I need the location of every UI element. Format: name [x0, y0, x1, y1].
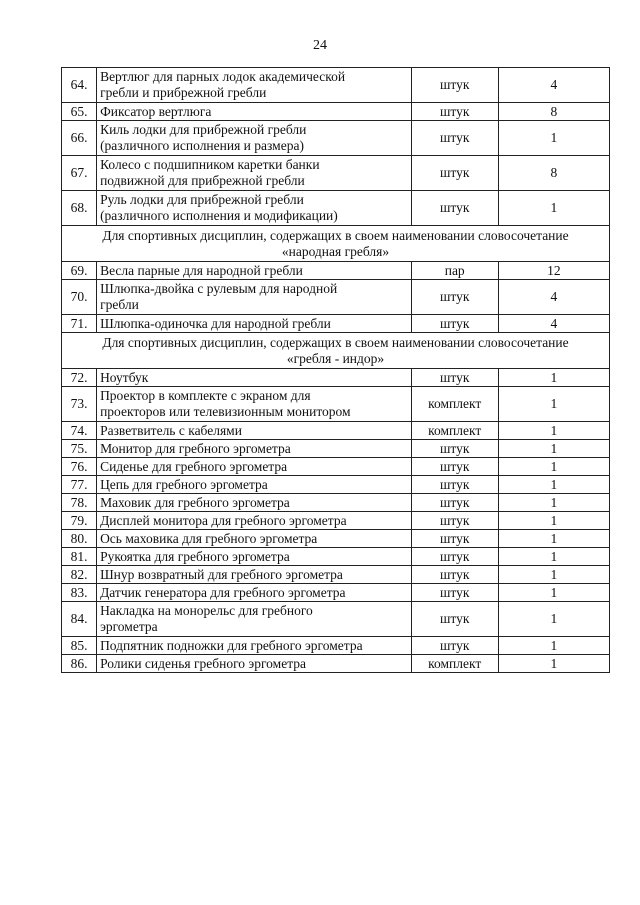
- section-header-line: «народная гребля»: [281, 243, 390, 259]
- quantity: 1: [498, 191, 609, 226]
- unit-of-measure: комплект: [411, 422, 498, 440]
- row-number: 80.: [62, 530, 97, 548]
- table-row: [62, 602, 610, 637]
- item-name-line: Весла парные для народной гребли: [100, 262, 303, 278]
- item-name-line: гребли и прибрежной гребли: [100, 85, 267, 100]
- quantity: 1: [498, 655, 609, 673]
- item-name-line: подвижной для прибрежной гребли: [100, 173, 305, 188]
- row-number: 79.: [62, 512, 97, 530]
- table-row: [62, 458, 610, 476]
- item-name-line: Сиденье для гребного эргометра: [100, 458, 288, 474]
- item-name: [97, 530, 412, 548]
- row-number: 73.: [62, 387, 97, 422]
- quantity: 1: [498, 494, 609, 512]
- quantity: 12: [498, 262, 609, 280]
- section-header-row: [62, 226, 610, 262]
- item-name-line: проекторов или телевизионным монитором: [100, 404, 351, 419]
- item-name: [97, 655, 412, 673]
- equipment-table: [61, 67, 610, 673]
- item-name-line: Руль лодки для прибрежной гребли: [100, 192, 304, 207]
- unit-of-measure: штук: [411, 566, 498, 584]
- unit-of-measure: штук: [411, 191, 498, 226]
- item-name-line: Фиксатор вертлюга: [100, 103, 212, 119]
- section-header-row: [62, 333, 610, 369]
- row-number: 67.: [62, 156, 97, 191]
- quantity: 1: [498, 602, 609, 637]
- item-name: [97, 440, 412, 458]
- unit-of-measure: штук: [411, 440, 498, 458]
- item-name: [97, 548, 412, 566]
- quantity: 1: [498, 512, 609, 530]
- row-number: 83.: [62, 584, 97, 602]
- item-name: [97, 602, 412, 637]
- quantity: 1: [498, 440, 609, 458]
- table-row: [62, 103, 610, 121]
- row-number: 77.: [62, 476, 97, 494]
- table-row: [62, 121, 610, 156]
- quantity: 1: [498, 121, 609, 156]
- quantity: 4: [498, 68, 609, 103]
- unit-of-measure: штук: [411, 584, 498, 602]
- row-number: 78.: [62, 494, 97, 512]
- item-name-line: Разветвитель с кабелями: [100, 422, 242, 438]
- item-name: [97, 476, 412, 494]
- row-number: 82.: [62, 566, 97, 584]
- quantity: 1: [498, 584, 609, 602]
- unit-of-measure: комплект: [411, 387, 498, 422]
- table-row: [62, 280, 610, 315]
- table-row: [62, 584, 610, 602]
- quantity: 1: [498, 530, 609, 548]
- item-name-line: Проектор в комплекте с экраном для: [100, 388, 311, 403]
- section-header-line: «гребля - индор»: [286, 350, 385, 366]
- table-row: [62, 476, 610, 494]
- row-number: 68.: [62, 191, 97, 226]
- unit-of-measure: штук: [411, 548, 498, 566]
- item-name: [97, 387, 412, 422]
- quantity: 1: [498, 637, 609, 655]
- unit-of-measure: штук: [411, 369, 498, 387]
- item-name-line: Киль лодки для прибрежной гребли: [100, 122, 307, 137]
- table-row: [62, 548, 610, 566]
- item-name-line: Датчик генератора для гребного эргометра: [100, 584, 346, 600]
- item-name-line: Шлюпка-двойка с рулевым для народной: [100, 281, 338, 296]
- item-name-line: Ролики сиденья гребного эргометра: [100, 655, 306, 671]
- item-name-line: Колесо с подшипником каретки банки: [100, 157, 320, 172]
- unit-of-measure: штук: [411, 494, 498, 512]
- item-name-line: Ноутбук: [100, 369, 149, 385]
- quantity: 1: [498, 548, 609, 566]
- row-number: 74.: [62, 422, 97, 440]
- table-row: [62, 387, 610, 422]
- item-name-line: эргометра: [100, 619, 158, 634]
- quantity: 1: [498, 566, 609, 584]
- quantity: 1: [498, 369, 609, 387]
- unit-of-measure: пар: [411, 262, 498, 280]
- row-number: 65.: [62, 103, 97, 121]
- unit-of-measure: штук: [411, 512, 498, 530]
- row-number: 84.: [62, 602, 97, 637]
- item-name: [97, 262, 412, 280]
- item-name: [97, 458, 412, 476]
- row-number: 71.: [62, 315, 97, 333]
- page-number: 24: [313, 38, 327, 53]
- item-name: [97, 512, 412, 530]
- item-name-line: (различного исполнения и размера): [100, 138, 304, 153]
- quantity: 1: [498, 387, 609, 422]
- unit-of-measure: комплект: [411, 655, 498, 673]
- item-name: [97, 584, 412, 602]
- quantity: 4: [498, 280, 609, 315]
- row-number: 76.: [62, 458, 97, 476]
- section-header-line: Для спортивных дисциплин, содержащих в своем наименовании словосочетание: [102, 227, 569, 243]
- item-name: [97, 156, 412, 191]
- item-name-line: Ось маховика для гребного эргометра: [100, 530, 318, 546]
- row-number: 86.: [62, 655, 97, 673]
- quantity: 1: [498, 422, 609, 440]
- unit-of-measure: штук: [411, 156, 498, 191]
- item-name-line: (различного исполнения и модификации): [100, 208, 338, 223]
- item-name: [97, 191, 412, 226]
- item-name: [97, 121, 412, 156]
- unit-of-measure: штук: [411, 68, 498, 103]
- quantity: 1: [498, 476, 609, 494]
- item-name: [97, 566, 412, 584]
- item-name: [97, 494, 412, 512]
- quantity: 8: [498, 156, 609, 191]
- unit-of-measure: штук: [411, 637, 498, 655]
- item-name-line: Маховик для гребного эргометра: [100, 494, 290, 510]
- section-header-cell: [62, 226, 610, 262]
- item-name-line: Цепь для гребного эргометра: [100, 476, 268, 492]
- item-name: [97, 68, 412, 103]
- table-row: [62, 637, 610, 655]
- item-name: [97, 315, 412, 333]
- unit-of-measure: штук: [411, 602, 498, 637]
- item-name-line: Подпятник подножки для гребного эргометра: [100, 637, 363, 653]
- quantity: 4: [498, 315, 609, 333]
- table-row: [62, 68, 610, 103]
- row-number: 81.: [62, 548, 97, 566]
- unit-of-measure: штук: [411, 315, 498, 333]
- item-name-line: Дисплей монитора для гребного эргометра: [100, 512, 347, 528]
- table-row: [62, 156, 610, 191]
- item-name: [97, 280, 412, 315]
- item-name-line: Накладка на монорельс для гребного: [100, 603, 313, 618]
- quantity: 1: [498, 458, 609, 476]
- row-number: 72.: [62, 369, 97, 387]
- table-row: [62, 369, 610, 387]
- item-name-line: гребли: [100, 297, 139, 312]
- row-number: 75.: [62, 440, 97, 458]
- unit-of-measure: штук: [411, 280, 498, 315]
- table-row: [62, 422, 610, 440]
- table-row: [62, 512, 610, 530]
- table-row: [62, 655, 610, 673]
- table-row: [62, 315, 610, 333]
- table-row: [62, 566, 610, 584]
- table-row: [62, 262, 610, 280]
- item-name-line: Вертлюг для парных лодок академической: [100, 69, 346, 84]
- item-name: [97, 103, 412, 121]
- unit-of-measure: штук: [411, 476, 498, 494]
- row-number: 85.: [62, 637, 97, 655]
- quantity: 8: [498, 103, 609, 121]
- row-number: 66.: [62, 121, 97, 156]
- unit-of-measure: штук: [411, 530, 498, 548]
- section-header-line: Для спортивных дисциплин, содержащих в своем наименовании словосочетание: [102, 334, 569, 350]
- item-name-line: Рукоятка для гребного эргометра: [100, 548, 290, 564]
- table-row: [62, 494, 610, 512]
- item-name: [97, 637, 412, 655]
- unit-of-measure: штук: [411, 121, 498, 156]
- row-number: 70.: [62, 280, 97, 315]
- unit-of-measure: штук: [411, 458, 498, 476]
- equipment-table-body: [62, 68, 610, 673]
- item-name-line: Монитор для гребного эргометра: [100, 440, 291, 456]
- table-row: [62, 191, 610, 226]
- row-number: 69.: [62, 262, 97, 280]
- table-row: [62, 440, 610, 458]
- item-name: [97, 369, 412, 387]
- row-number: 64.: [62, 68, 97, 103]
- item-name-line: Шнур возвратный для гребного эргометра: [100, 566, 343, 582]
- unit-of-measure: штук: [411, 103, 498, 121]
- item-name: [97, 422, 412, 440]
- table-row: [62, 530, 610, 548]
- item-name-line: Шлюпка-одиночка для народной гребли: [100, 315, 331, 331]
- section-header-cell: [62, 333, 610, 369]
